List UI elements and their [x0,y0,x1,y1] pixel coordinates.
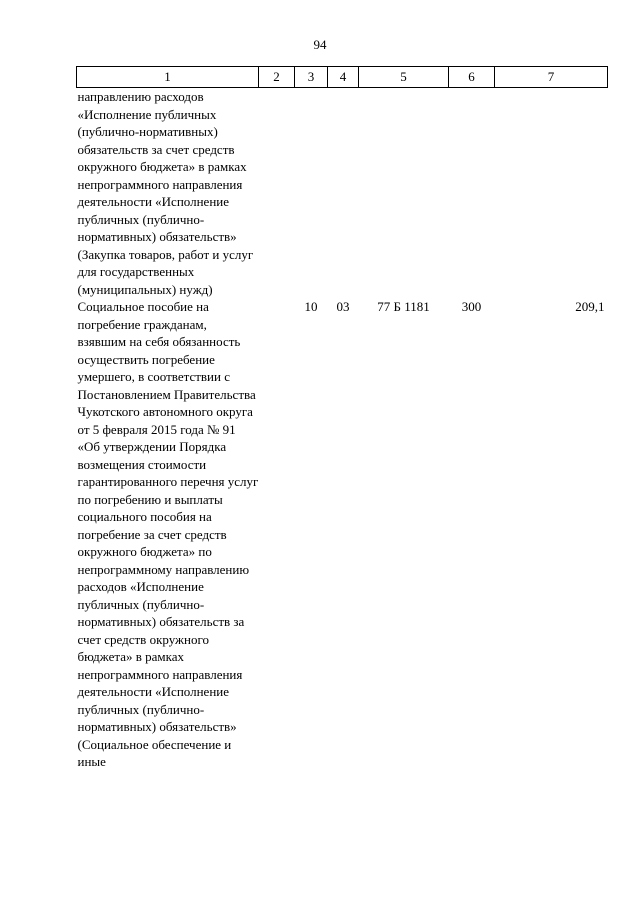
budget-table [76,66,608,771]
row-col-5: 77 Б 1181 [377,299,430,314]
row-col-6 [449,88,495,299]
row-col-2 [259,298,295,771]
row-col-7: 209,1 [575,299,605,314]
row-col-2 [259,88,295,299]
row-description: Социальное пособие на погребение гражданам, взявшим на себя обязанность осуществить погребение умершего, в соответствии с Постановлением Правительства Чукотского автономного округа от 5 февраля 2015 года № 91 «Об утверждении Порядка возмещения стоимости гарантированного перечня услуг по погребению и выплаты социального пособия на погребение за счет средств окружного бюджета» по непрограммному направлению расходов «Исполнение публичных (публично-нормативных) обязательств за счет средств окружного бюджета» в рамках непрограммного направления деятельности «Исполнение публичных (публично-нормативных) обязательств» (Социальное обеспечение и иные [77,299,259,769]
row-col-4: 03 [336,299,350,314]
header-row [77,67,608,88]
row-col-6: 300 [461,299,482,314]
page-number: 94 [313,37,327,52]
row-col-3: 10 [304,299,318,314]
header-col-3: 3 [295,67,328,88]
header-col-2: 2 [259,67,295,88]
header-col-7: 7 [495,67,608,88]
header-col-4: 4 [328,67,359,88]
table-row [77,88,608,299]
row-col-3 [295,88,328,299]
table-row [77,298,608,771]
row-description: направлению расходов «Исполнение публичных (публично-нормативных) обязательств за счет средств окружного бюджета» в рамках непрограммного направления деятельности «Исполнение публичных (публично-нормативных) обязательств» (Закупка товаров, работ и услуг для государственных (муниципальных) нужд) [77,89,254,297]
header-col-1: 1 [77,67,259,88]
row-col-7 [495,88,608,299]
row-col-4 [328,88,359,299]
header-col-5: 5 [359,67,449,88]
header-col-6: 6 [449,67,495,88]
row-col-5 [359,88,449,299]
